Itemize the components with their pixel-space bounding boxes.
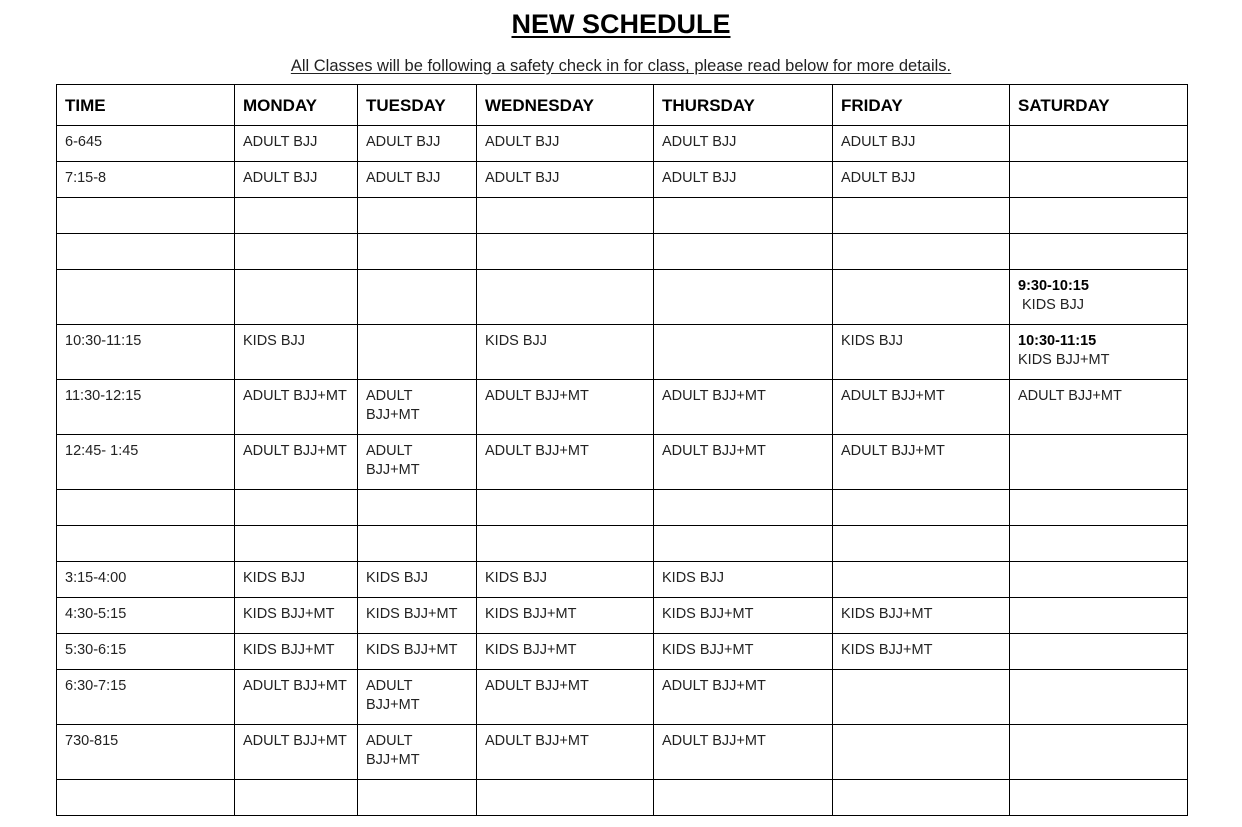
class-cell: KIDS BJJ+MT xyxy=(654,634,833,670)
saturday-special-cell xyxy=(1010,270,1188,325)
time-cell xyxy=(57,526,235,562)
class-cell: KIDS BJJ+MT xyxy=(654,598,833,634)
header-monday: MONDAY xyxy=(235,85,358,126)
time-cell: 11:30-12:15 xyxy=(57,380,235,435)
class-cell: ADULT BJJ+MT xyxy=(654,725,833,780)
class-cell xyxy=(654,270,833,325)
table-row xyxy=(57,325,1188,380)
class-cell xyxy=(235,234,358,270)
class-cell: KIDS BJJ+MT xyxy=(358,598,477,634)
class-cell: KIDS BJJ+MT xyxy=(833,634,1010,670)
class-cell: ADULT BJJ+MT xyxy=(477,380,654,435)
table-row xyxy=(57,725,1188,780)
class-cell: ADULT BJJ+MT xyxy=(477,725,654,780)
class-cell: ADULT BJJ+MT xyxy=(358,435,477,490)
class-cell: KIDS BJJ xyxy=(477,325,654,380)
header-time: TIME xyxy=(57,85,235,126)
class-cell xyxy=(477,270,654,325)
class-cell: ADULT BJJ xyxy=(654,126,833,162)
class-cell: ADULT BJJ+MT xyxy=(235,380,358,435)
class-cell xyxy=(477,490,654,526)
class-cell: ADULT BJJ+MT xyxy=(654,670,833,725)
class-cell xyxy=(654,325,833,380)
class-cell xyxy=(654,780,833,816)
time-cell: 12:45- 1:45 xyxy=(57,435,235,490)
class-cell xyxy=(235,198,358,234)
class-cell: ADULT BJJ+MT xyxy=(654,380,833,435)
header-wednesday: WEDNESDAY xyxy=(477,85,654,126)
saturday-special-time: 9:30-10:15 xyxy=(1018,278,1089,294)
time-cell: 4:30-5:15 xyxy=(57,598,235,634)
time-cell: 6:30-7:15 xyxy=(57,670,235,725)
class-cell xyxy=(1010,490,1188,526)
table-row xyxy=(57,526,1188,562)
page-subtitle: All Classes will be following a safety check in for class, please read below for more details. xyxy=(290,57,952,75)
class-cell xyxy=(235,490,358,526)
class-cell xyxy=(1010,725,1188,780)
class-cell: ADULT BJJ+MT xyxy=(235,435,358,490)
class-cell: KIDS BJJ+MT xyxy=(833,598,1010,634)
class-cell: KIDS BJJ+MT xyxy=(477,634,654,670)
time-cell xyxy=(57,234,235,270)
class-cell: ADULT BJJ+MT xyxy=(1010,380,1188,435)
class-cell xyxy=(358,325,477,380)
class-cell: ADULT BJJ+MT xyxy=(833,435,1010,490)
class-cell: ADULT BJJ+MT xyxy=(477,435,654,490)
class-cell xyxy=(358,490,477,526)
class-cell xyxy=(358,780,477,816)
saturday-special-time: 10:30-11:15 xyxy=(1018,333,1097,349)
table-row xyxy=(57,270,1188,325)
class-cell xyxy=(833,526,1010,562)
saturday-special-class: KIDS BJJ xyxy=(1022,296,1085,313)
class-cell xyxy=(477,526,654,562)
class-cell xyxy=(477,234,654,270)
class-cell xyxy=(833,670,1010,725)
table-row xyxy=(57,670,1188,725)
class-cell: ADULT BJJ+MT xyxy=(235,670,358,725)
class-cell xyxy=(833,725,1010,780)
class-cell xyxy=(1010,126,1188,162)
class-cell: ADULT BJJ xyxy=(477,126,654,162)
class-cell xyxy=(1010,670,1188,725)
class-cell xyxy=(235,270,358,325)
class-cell xyxy=(477,198,654,234)
table-row xyxy=(57,780,1188,816)
time-cell: 3:15-4:00 xyxy=(57,562,235,598)
time-cell: 10:30-11:15 xyxy=(57,325,235,380)
class-cell: KIDS BJJ+MT xyxy=(235,634,358,670)
table-row xyxy=(57,634,1188,670)
class-cell xyxy=(235,780,358,816)
class-cell: ADULT BJJ xyxy=(235,126,358,162)
time-cell xyxy=(57,270,235,325)
time-cell: 730-815 xyxy=(57,725,235,780)
class-cell: ADULT BJJ xyxy=(358,162,477,198)
time-cell xyxy=(57,198,235,234)
saturday-special-class: KIDS BJJ+MT xyxy=(1018,351,1110,368)
class-cell xyxy=(358,270,477,325)
class-cell xyxy=(1010,780,1188,816)
class-cell xyxy=(1010,598,1188,634)
saturday-special-cell xyxy=(1010,325,1188,380)
class-cell xyxy=(358,234,477,270)
class-cell xyxy=(1010,162,1188,198)
class-cell: ADULT BJJ+MT xyxy=(358,670,477,725)
table-row xyxy=(57,126,1188,162)
class-cell xyxy=(1010,435,1188,490)
header-saturday: SATURDAY xyxy=(1010,85,1188,126)
table-row xyxy=(57,198,1188,234)
time-cell xyxy=(57,780,235,816)
class-cell: ADULT BJJ xyxy=(833,126,1010,162)
class-cell: ADULT BJJ+MT xyxy=(477,670,654,725)
table-row xyxy=(57,380,1188,435)
class-cell xyxy=(654,490,833,526)
header-row xyxy=(57,85,1188,126)
class-cell: ADULT BJJ+MT xyxy=(358,380,477,435)
class-cell xyxy=(833,198,1010,234)
class-cell xyxy=(654,234,833,270)
class-cell: ADULT BJJ xyxy=(477,162,654,198)
class-cell xyxy=(654,526,833,562)
class-cell xyxy=(235,526,358,562)
class-cell: KIDS BJJ+MT xyxy=(477,598,654,634)
class-cell: ADULT BJJ xyxy=(358,126,477,162)
class-cell xyxy=(833,780,1010,816)
class-cell: KIDS BJJ xyxy=(654,562,833,598)
time-cell xyxy=(57,490,235,526)
time-cell: 6-645 xyxy=(57,126,235,162)
class-cell xyxy=(833,490,1010,526)
table-row xyxy=(57,598,1188,634)
class-cell: KIDS BJJ+MT xyxy=(235,598,358,634)
class-cell: ADULT BJJ xyxy=(235,162,358,198)
class-cell xyxy=(833,234,1010,270)
table-row xyxy=(57,435,1188,490)
class-cell: KIDS BJJ xyxy=(358,562,477,598)
time-cell: 7:15-8 xyxy=(57,162,235,198)
header-tuesday: TUESDAY xyxy=(358,85,477,126)
class-cell xyxy=(833,270,1010,325)
class-cell xyxy=(1010,562,1188,598)
table-row xyxy=(57,562,1188,598)
class-cell: KIDS BJJ xyxy=(833,325,1010,380)
table-row xyxy=(57,234,1188,270)
class-cell xyxy=(1010,526,1188,562)
class-cell xyxy=(477,780,654,816)
class-cell xyxy=(358,198,477,234)
class-cell: KIDS BJJ+MT xyxy=(358,634,477,670)
class-cell xyxy=(1010,634,1188,670)
class-cell: KIDS BJJ xyxy=(477,562,654,598)
class-cell xyxy=(833,562,1010,598)
class-cell: ADULT BJJ+MT xyxy=(235,725,358,780)
class-cell: ADULT BJJ xyxy=(833,162,1010,198)
class-cell: ADULT BJJ+MT xyxy=(654,435,833,490)
class-cell: KIDS BJJ xyxy=(235,325,358,380)
class-cell xyxy=(1010,234,1188,270)
page-title: NEW SCHEDULE xyxy=(511,9,731,39)
header-thursday: THURSDAY xyxy=(654,85,833,126)
table-row xyxy=(57,162,1188,198)
class-cell: ADULT BJJ+MT xyxy=(358,725,477,780)
table-row xyxy=(57,490,1188,526)
schedule-table xyxy=(56,84,1188,816)
header-friday: FRIDAY xyxy=(833,85,1010,126)
class-cell xyxy=(654,198,833,234)
time-cell: 5:30-6:15 xyxy=(57,634,235,670)
class-cell: ADULT BJJ xyxy=(654,162,833,198)
class-cell xyxy=(358,526,477,562)
class-cell: ADULT BJJ+MT xyxy=(833,380,1010,435)
class-cell: KIDS BJJ xyxy=(235,562,358,598)
class-cell xyxy=(1010,198,1188,234)
